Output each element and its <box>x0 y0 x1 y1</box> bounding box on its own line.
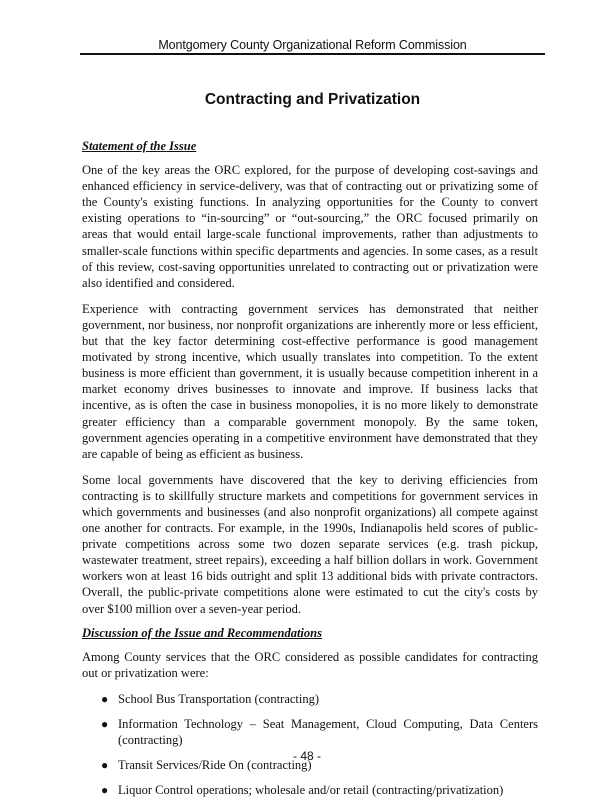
running-header: Montgomery County Organizational Reform Commission <box>158 38 467 52</box>
page-number: - 48 - <box>292 749 321 763</box>
candidate-services-list <box>82 691 538 798</box>
page-title: Contracting and Privatization <box>204 91 421 108</box>
paragraph-intro: Among County services that the ORC considered as possible candidates for contracting out or privatization were: <box>82 649 538 680</box>
section-heading-discussion: Discussion of the Issue and Recommendations <box>82 625 322 640</box>
list-item <box>82 782 538 798</box>
bullet-icon: ● <box>101 758 109 773</box>
list-item <box>82 691 538 707</box>
section-heading-statement: Statement of the Issue <box>82 139 197 153</box>
header-rule <box>80 53 545 55</box>
bullet-icon: ● <box>101 717 109 731</box>
bullet-icon: ● <box>101 691 109 706</box>
paragraph-3: Some local governments have discovered that the key to deriving efficiencies from contracting is to skillfully structure markets and competitions for government services in which governments and businesses (and also nonprofit organizations) all compete against one another for contracts. For example, in the 1990s, Indianapolis held scores of public-private competitions across some two dozen separate services (e.g. trash pickup, wastewater treatment, street repairs), exceeding a half billion dollars in work. Government workers won at least 16 bids outright and split 13 additional bids with private contractors. Overall, the public-private competitions alone were estimated to cut the city's costs by over $100 million over a seven-year period. <box>82 472 538 616</box>
bullet-icon: ● <box>101 783 109 798</box>
document-body <box>82 138 538 807</box>
list-item-text: Information Technology – Seat Management, Cloud Computing, Data Centers (contracting) <box>118 717 538 748</box>
list-item-text: Liquor Control operations; wholesale and/or retail (contracting/privatization) <box>118 783 504 798</box>
paragraph-1: One of the key areas the ORC explored, for the purpose of developing cost-savings and enhanced efficiency in service-delivery, was that of contracting out or privatizing some of the County's existing functions. In analyzing opportunities for the County to convert existing operations to “in-sourcing” or “out-sourcing,” the ORC focused primarily on areas that would entail large-scale functional improvements, rather than adjustments to smaller-scale functions within specific departments and agencies. In some cases, as a result of this review, cost-saving opportunities unrelated to contracting out or privatization were also identified and considered. <box>82 163 538 290</box>
paragraph-2: Experience with contracting government services has demonstrated that neither government, nor business, nor nonprofit organizations are inherently more or less efficient, but that the key factor determining cost-effective performance is good management motivated by strong incentive, which usually translates into competition. To the extent business is more efficient than government, it is usually because competition inherent in a market economy drives businesses to innovate and improve. If business lacks that incentive, as is often the case in business monopolies, it is no more likely to demonstrate greater efficiency than a comparable government monopoly. By the same token, government agencies operating in a competitive environment have demonstrated that they are capable of being as efficient as business. <box>82 301 538 461</box>
list-item <box>82 716 538 748</box>
list-item-text: School Bus Transportation (contracting) <box>118 691 320 706</box>
list-item-text: Transit Services/Ride On (contracting) <box>118 758 312 773</box>
